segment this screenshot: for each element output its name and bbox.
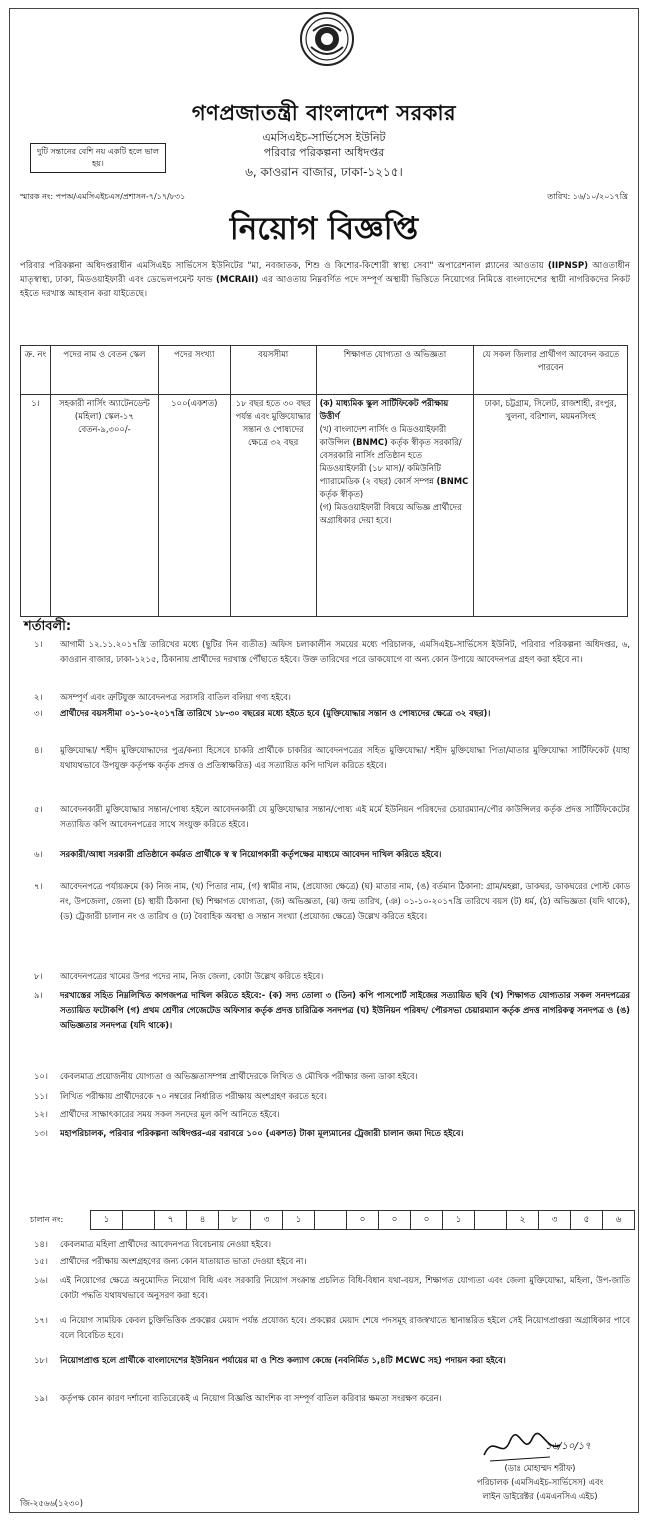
col-header-districts: যে সকল জিলার প্রার্থীগণ আবেদন করতে পারবেন bbox=[474, 346, 628, 395]
condition-number: ১। bbox=[34, 639, 43, 649]
condition-text: নিয়োগপ্রাপ্ত হলে প্রার্থীকে বাংলাদেশের ইউনিয়ন পর্যায়ের মা ও শিশু কল্যাণ কেন্দ্রে (নবনির্মিত ১,৪টি MCWC সহ) পদায়ন করা হইবে। bbox=[60, 1355, 506, 1365]
condition-text: এই নিয়োগের ক্ষেত্রে অনুমোদিত নিয়োগ বিধি এবং সরকারি নিয়োগ সংক্রান্ত প্রচলিত বিধি-বিধান যথা-বয়স, শিক্ষাগত যোগ্যতা এবং জেলা মুক্তিযোদ্ধা, মহিলা, উপ-জাতি কোটা পদ্ধতি যথাযথভাবে অনুসরণ করা হবে। bbox=[60, 1275, 630, 1300]
intro-paragraph: পরিবার পরিকল্পনা অধিদপ্তরাধীন এমসিএইচ সার্ভিসেস ইউনিটের "মা, নবজাতক, শিশু ও কিশোর-কিশোরী স্বাস্থ্য সেবা" অপারেশনাল প্ল্যানের আওতায় (IIPNSP) আওতাধীন মাতৃস্বাস্থ্য, ঢাকা, মিডওয়াইফারী এবং ডেভেলপমেন্ট ফান্ড (MCRAII) এর আওতায় নিম্নবর্ণিত পদে সম্পূর্ণ অস্থায়ী ভিত্তিতে নিয়োগের নিমিত্তে বাংলাদেশের স্থায়ী নাগরিকদের নিকট হইতে দরখাস্ত আহবান করা যাইতেছে। bbox=[20, 261, 630, 300]
cell-count: ১০০(একশত) bbox=[158, 395, 230, 617]
challan-digit-box: ০ bbox=[347, 1211, 379, 1229]
col-header-count: পদের সংখ্যা bbox=[158, 346, 230, 395]
challan-digit-box bbox=[315, 1211, 347, 1229]
vacancy-table bbox=[20, 345, 628, 617]
unit-name: এমসিএইচ-সার্ভিসেস ইউনিট bbox=[262, 131, 386, 144]
challan-label: চালান নং: bbox=[30, 1215, 64, 1224]
condition-number: ১৩। bbox=[34, 1128, 48, 1138]
condition-number: ৯। bbox=[34, 990, 43, 1000]
condition-item bbox=[20, 743, 630, 773]
challan-digit-box: ২ bbox=[507, 1211, 539, 1229]
condition-text: এ নিয়োগ সাময়িক কেবল চুক্তিভিত্তিক প্রকল্পের মেয়াদ পর্যন্ত প্রযোজ্য হবে। প্রকল্পের মেয়াদ শেষে পদসমূহ রাজস্বখাতে স্থানান্তরিত হইলে সেই নিয়োগপ্রাপ্তরা অগ্রাধিকার পাবে বলে বিবেচিত হবে। bbox=[60, 1315, 630, 1340]
condition-text: মহাপরিচালক, পরিবার পরিকল্পনা অধিদপ্তর-এর বরাবরে ১০০ (একশত) টাকা মূল্যমানের ট্রেজারী চালান জমা দিতে হইবে। bbox=[60, 1128, 464, 1138]
condition-text: প্রার্থীদের বয়সসীমা ০১-১০-২০১৭খ্রি তারিখে ১৮-৩০ বছরের মধ্যে হইতে হবে (মুক্তিযোদ্ধার সন্তান ও পোষ্যদের ক্ষেত্রে ৩২ বছর)। bbox=[60, 708, 491, 718]
condition-number: ১৭। bbox=[34, 1315, 48, 1325]
challan-code-row bbox=[30, 1210, 628, 1230]
condition-number: ৩। bbox=[34, 708, 43, 718]
condition-number: ১৯। bbox=[34, 1393, 48, 1403]
memo-row bbox=[20, 191, 628, 204]
challan-digit-box: ০ bbox=[379, 1211, 411, 1229]
condition-item bbox=[20, 969, 630, 984]
condition-text: কেবলমাত্র মহিলা প্রার্থীদের আবেদনপত্র বিবেচনায় নেওয়া হইবে। bbox=[60, 1239, 272, 1249]
condition-item bbox=[20, 706, 630, 721]
signer-block bbox=[450, 1461, 630, 1503]
condition-number: ১৮। bbox=[34, 1355, 48, 1365]
condition-text: সরকারী/আধা সরকারী প্রতিষ্ঠানে কর্মরত প্রার্থীকে স্ব স্ব নিয়োগকারী কর্তৃপক্ষের মাধ্যমে আবেদন দাখিল করিতে হইবে। bbox=[60, 849, 442, 859]
challan-digit-box: ১ bbox=[443, 1211, 475, 1229]
cell-qualification: (ক) মাধ্যমিক স্কুল সার্টিফিকেট পরীক্ষায় উত্তীর্ণ (খ) বাংলাদেশ নার্সিং ও মিডওয়াইফারী কাউন্সিল (BNMC) কর্তৃক স্বীকৃত সরকারি/বেসরকারি নার্সিং প্রতিষ্ঠান হতে মিডওয়াইফারী (১৮ মাস)/ কমিউনিটি প্যারামেডিক (২ বছর) কোর্স সম্পন্ন (BNMC কর্তৃক স্বীকৃত) (গ) মিডওয়াইফারী বিষয়ে অভিজ্ঞ প্রার্থীদের অগ্রাধিকার দেয়া হবে। bbox=[316, 395, 474, 617]
table-row bbox=[21, 395, 628, 617]
signer-title: পরিচালক (এমসিএইচ-সার্ভিসেস) এবং bbox=[476, 1477, 604, 1487]
condition-text: প্রার্থীদের পরীক্ষায় অংশগ্রহণের জন্য কোন যাতায়াত ভাতা দেওয়া হইবে না। bbox=[60, 1256, 307, 1266]
condition-number: ৪। bbox=[34, 745, 43, 755]
condition-number: ৮। bbox=[34, 971, 43, 981]
condition-number: ২। bbox=[34, 692, 43, 702]
condition-text: কেবলমাত্র প্রয়োজনীয় যোগ্যতা ও অভিজ্ঞতাসম্পন্ন প্রার্থীদেরকে লিখিত ও মৌখিক পরীক্ষার জন্য ডাকা হইবে। bbox=[60, 1071, 418, 1081]
cell-serial: ১। bbox=[21, 395, 51, 617]
condition-text: আবেদনকারী মুক্তিযোদ্ধার সন্তান/পোষ্য হইলে আবেদনকারী যে মুক্তিযোদ্ধার সন্তান/পোষ্য এই মর্মে ইউনিয়ন পরিষদের চেয়ারম্যান/পৌর কাউন্সিলর কর্তৃক প্রদত্ত সার্টিফিকেটের সত্যায়িত কপি আবেদনপত্রের সাথে সংযুক্ত করিতে হইবে। bbox=[60, 804, 630, 829]
government-emblem-icon bbox=[299, 11, 355, 67]
challan-digit-box bbox=[123, 1211, 155, 1229]
col-header-qualification: শিক্ষাগত যোগ্যতা ও অভিজ্ঞতা bbox=[316, 346, 474, 395]
condition-item bbox=[20, 1069, 630, 1084]
condition-text: লিখিত পরীক্ষায় প্রার্থীদেরকে ৭০ নম্বরের নির্ধারিত পরীক্ষায় অংশগ্রহণ করতে হবে। bbox=[60, 1091, 327, 1101]
footer-code: জি-২৫৬৬(১২৩০) bbox=[20, 1498, 83, 1508]
condition-item bbox=[20, 988, 630, 1033]
condition-item bbox=[20, 1237, 630, 1252]
condition-item bbox=[20, 637, 630, 667]
condition-number: ৭। bbox=[34, 881, 43, 891]
condition-item bbox=[20, 1126, 630, 1141]
challan-digit-box: ০ bbox=[411, 1211, 443, 1229]
condition-item bbox=[20, 802, 630, 832]
condition-text: অসম্পূর্ণ এবং ত্রুটিযুক্ত আবেদনপত্র সরাসরি বাতিল বলিয়া গণ্য হইবে। bbox=[60, 692, 291, 702]
family-planning-slogan: দুটি সন্তানের বেশি নয় একটি হলে ভাল হয়। bbox=[30, 143, 166, 173]
col-header-post: পদের নাম ও বেতন স্কেল bbox=[50, 346, 158, 395]
challan-digit-box: ৭ bbox=[155, 1211, 187, 1229]
challan-digit-box: ১ bbox=[283, 1211, 315, 1229]
challan-digit-box bbox=[475, 1211, 507, 1229]
signature-date: ১৬/১০/১৭ bbox=[545, 1441, 591, 1452]
col-header-serial: ক্র. নং bbox=[21, 346, 51, 395]
condition-number: ১৪। bbox=[34, 1239, 48, 1249]
government-title: গণপ্রজাতন্ত্রী বাংলাদেশ সরকার bbox=[191, 101, 457, 125]
condition-number: ১১। bbox=[34, 1091, 48, 1101]
condition-item bbox=[20, 1254, 630, 1269]
notice-page bbox=[9, 8, 639, 1513]
condition-text: প্রার্থীদের সাক্ষাৎকারের সময় সকল সনদের মূল কপি আনিতে হইবে। bbox=[60, 1109, 280, 1119]
condition-item bbox=[20, 1313, 630, 1343]
condition-item bbox=[20, 1353, 630, 1368]
cell-post: সহকারী নার্সিং অ্যাটেনডেন্ট (মহিলা) স্কেল-১৭ বেতন-৯,৩০০/- bbox=[50, 395, 158, 617]
memo-date: তারিখ: ১৬/১০/২০১৭খ্রি bbox=[547, 192, 628, 201]
challan-digit-box: ৩ bbox=[251, 1211, 283, 1229]
condition-text: দরখাস্তের সহিত নিম্নলিখিত কাগজপত্র দাখিল করিতে হইবে:- (ক) সদ্য তোলা ৩ (তিন) কপি পাসপোর্ট সাইজের সত্যায়িত ছবি (খ) শিক্ষাগত যোগ্যতার সকল সনদপত্রের সত্যায়িত ফটোকপি (গ) প্রথম শ্রেণীর গেজেটেড অফিসার কর্তৃক প্রদত্ত চারিত্রিক সনদপত্র (ঘ) ইউনিয়ন পরিষদ/ পৌরসভা চেয়ারম্যান কর্তৃক প্রদত্ত নাগরিকত্ব সনদপত্র ও (ঙ) অভিজ্ঞতার সনদপত্র (যদি থাকে)। bbox=[60, 990, 630, 1030]
department-name: পরিবার পরিকল্পনা অধিদপ্তর bbox=[263, 146, 385, 159]
condition-text: মুক্তিযোদ্ধা/ শহীদ মুক্তিযোদ্ধাদের পুত্র/কন্যা হিসেবে চাকরি প্রার্থীকে চাকরির আবেদনপত্রের সহিত মুক্তিযোদ্ধা/ শহীদ মুক্তিযোদ্ধা পিতা/মাতার মুক্তিযোদ্ধা সার্টিফিকেট (যাহা যথাযথভাবে উপযুক্ত কর্তৃপক্ষ কর্তৃক প্রদত্ত ও প্রতিস্বাক্ষরিত) এর সত্যায়িত কপি দাখিল করিতে হইবে। bbox=[60, 745, 630, 770]
condition-item bbox=[20, 879, 630, 924]
col-header-age: বয়সসীমা bbox=[230, 346, 316, 395]
condition-text: কর্তৃপক্ষ কোন কারণ দর্শানো ব্যতিরেকেই এ নিয়োগ বিজ্ঞপ্তি আংশিক বা সম্পূর্ণ বাতিল করিবার ক্ষমতা সংরক্ষণ করেন। bbox=[60, 1393, 442, 1403]
challan-digit-box: ৩ bbox=[539, 1211, 571, 1229]
notice-title: নিয়োগ বিজ্ঞপ্তি bbox=[229, 211, 419, 247]
condition-text: আগামী ১২.১১.২০১৭খ্রি তারিখের মধ্যে (ছুটির দিন ব্যতীত) অফিস চলাকালীন সময়ের মধ্যে পরিচালক, এমসিএইচ-সার্ভিসেস ইউনিট, পরিবার পরিকল্পনা অধিদপ্তর, ৬, কাওরান বাজার, ঢাকা-১২১৫, ঠিকানায় প্রার্থীদের দরখাস্ত পৌঁছাতে হইবে। উক্ত তারিখের পরে ডাকযোগে বা অন্য কোন উপায়ে আবেদনপত্র গ্রহণ করা হইবে না। bbox=[60, 639, 630, 664]
condition-number: ৫। bbox=[34, 804, 43, 814]
challan-digit-boxes bbox=[90, 1210, 635, 1230]
condition-item bbox=[20, 1273, 630, 1303]
challan-digit-box: ৪ bbox=[187, 1211, 219, 1229]
memo-number: স্মারক নং: পপঅ/এমসিএইচএস/প্রশাসন-৭/১৭/৮৩১ bbox=[20, 192, 186, 201]
challan-digit-box: ৬ bbox=[615, 1215, 622, 1225]
office-address: ৬, কাওরান বাজার, ঢাকা-১২১৫। bbox=[245, 165, 403, 179]
condition-number: ৬। bbox=[34, 849, 43, 859]
condition-number: ১৬। bbox=[34, 1275, 48, 1285]
condition-item bbox=[20, 1107, 630, 1122]
condition-number: ১০। bbox=[34, 1071, 48, 1081]
condition-item bbox=[20, 847, 630, 862]
condition-item bbox=[20, 690, 630, 705]
challan-digit-box: ১ bbox=[91, 1211, 123, 1229]
table-header-row bbox=[21, 346, 628, 395]
cell-districts: ঢাকা, চট্টগ্রাম, সিলেট, রাজশাহী, রংপুর, খুলনা, বরিশাল, ময়মনসিংহ bbox=[474, 395, 628, 617]
challan-digit-box: ৫ bbox=[571, 1211, 603, 1229]
condition-number: ১৫। bbox=[34, 1256, 48, 1266]
signer-name: (ডাঃ মোহাম্মদ শরীফ) bbox=[504, 1463, 576, 1473]
condition-item bbox=[20, 1391, 630, 1406]
signer-title-2: লাইন ডাইরেক্টর (এমএনসিএ এইচ) bbox=[482, 1491, 598, 1501]
condition-number: ১২। bbox=[34, 1109, 48, 1119]
condition-text: আবেদনপত্রের খামের উপর পদের নাম, নিজ জেলা, কোটা উল্লেখ করিতে হইবে। bbox=[60, 971, 324, 981]
cell-age: ১৮ বছর হতে ৩০ বছর পর্যন্ত এবং মুক্তিযোদ্ধার সন্তান ও পোষ্যদের ক্ষেত্রে ৩২ বছর bbox=[230, 395, 316, 617]
condition-item bbox=[20, 1089, 630, 1104]
condition-text: আবেদনপত্রে পর্যায়ক্রমে (ক) নিজ নাম, (খ) পিতার নাম, (গ) স্বামীর নাম, (প্রযোজ্য ক্ষেত্রে) (ঘ) মাতার নাম, (ঙ) বর্তমান ঠিকানা: গ্রাম/মহল্লা, ডাকঘর, ডাকঘরের পোস্ট কোড নং, উপজেলা, জেলা (চ) স্থায়ী ঠিকানা (ছ) শিক্ষাগত যোগ্যতা, (জ) অভিজ্ঞতা, (ঝ) জন্ম তারিখ, (ঞ) ০১-১০-২০১৭খ্রি তারিখে বয়স (ট) ধর্ম, (ঠ) অভিজ্ঞতা (যদি থাকে), (ড) ট্রেজারী চালান নং ও তারিখ ও (ঢ) বৈবাহিক অবস্থা ও সন্তান সংখ্যা (প্রযোজ্য ক্ষেত্রে) উল্লেখ করিতে হইবে। bbox=[60, 881, 630, 921]
challan-digit-box: ৮ bbox=[219, 1211, 251, 1229]
conditions-heading: শর্তাবলী: bbox=[24, 619, 72, 634]
